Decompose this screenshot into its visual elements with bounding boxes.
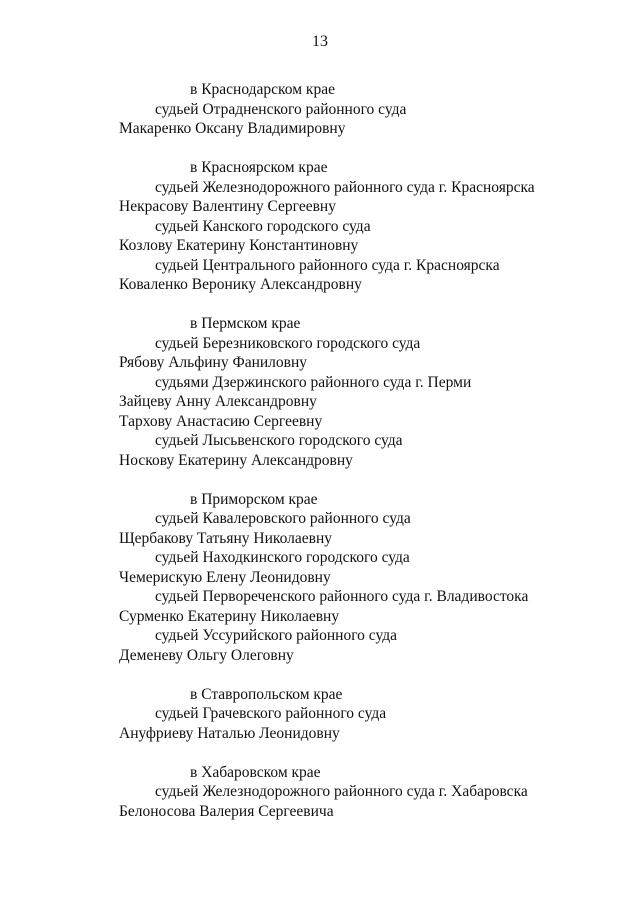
- appointee-name: Некрасову Валентину Сергеевну: [119, 198, 336, 215]
- appointee-name: Рябову Альфину Фаниловну: [119, 354, 308, 371]
- region-heading: в Ставропольском крае: [190, 685, 343, 703]
- appointee-name: Сурменко Екатерину Николаевну: [119, 607, 340, 625]
- appointee-name: Тархову Анастасию Сергеевну: [119, 412, 323, 430]
- region-heading: в Хабаровском крае: [190, 763, 321, 781]
- court-position: судьей Кавалеровского районного суда: [155, 510, 411, 527]
- appointee-name: Макаренко Оксану Владимировну: [119, 120, 346, 137]
- appointee-name: Чемерискую Елену Леонидовну: [119, 568, 331, 586]
- region-heading: в Пермском крае: [190, 315, 301, 332]
- region-heading: в Приморском крае: [190, 490, 318, 508]
- page-number: 13: [312, 33, 328, 50]
- court-position: судьями Дзержинского районного суда г. Перми: [155, 373, 472, 391]
- court-position: судьей Железнодорожного районного суда г. Хабаровска: [155, 783, 528, 800]
- court-position: судьей Березниковского городского суда: [155, 334, 421, 352]
- court-position: судьей Отрадненского районного суда: [155, 100, 407, 118]
- appointee-name: Зайцеву Анну Александровну: [119, 393, 317, 410]
- appointee-name: Деменеву Ольгу Олеговну: [119, 646, 294, 664]
- court-position: судьей Канского городского суда: [155, 217, 371, 235]
- appointee-name: Носкову Екатерину Александровну: [119, 451, 353, 469]
- court-position: судьей Центрального районного суда г. Красноярска: [155, 256, 500, 274]
- appointee-name: Белоносова Валерия Сергеевича: [119, 802, 334, 820]
- court-position: судьей Уссурийского районного суда: [155, 627, 398, 644]
- court-position: судьей Находкинского городского суда: [155, 549, 410, 566]
- appointee-name: Ануфриеву Наталью Леонидовну: [119, 724, 340, 742]
- appointee-name: Щербакову Татьяну Николаевну: [119, 529, 333, 547]
- court-position: судьей Первореченского районного суда г. Владивостока: [155, 588, 529, 605]
- region-heading: в Краснодарском крае: [190, 81, 335, 98]
- court-position: судьей Лысьвенского городского суда: [155, 432, 403, 449]
- appointee-name: Козлову Екатерину Константиновну: [119, 237, 359, 254]
- court-position: судьей Железнодорожного районного суда г. Красноярска: [155, 178, 535, 196]
- region-heading: в Красноярском крае: [190, 159, 328, 176]
- appointee-name: Коваленко Веронику Александровну: [119, 276, 362, 293]
- court-position: судьей Грачевского районного суда: [155, 705, 387, 722]
